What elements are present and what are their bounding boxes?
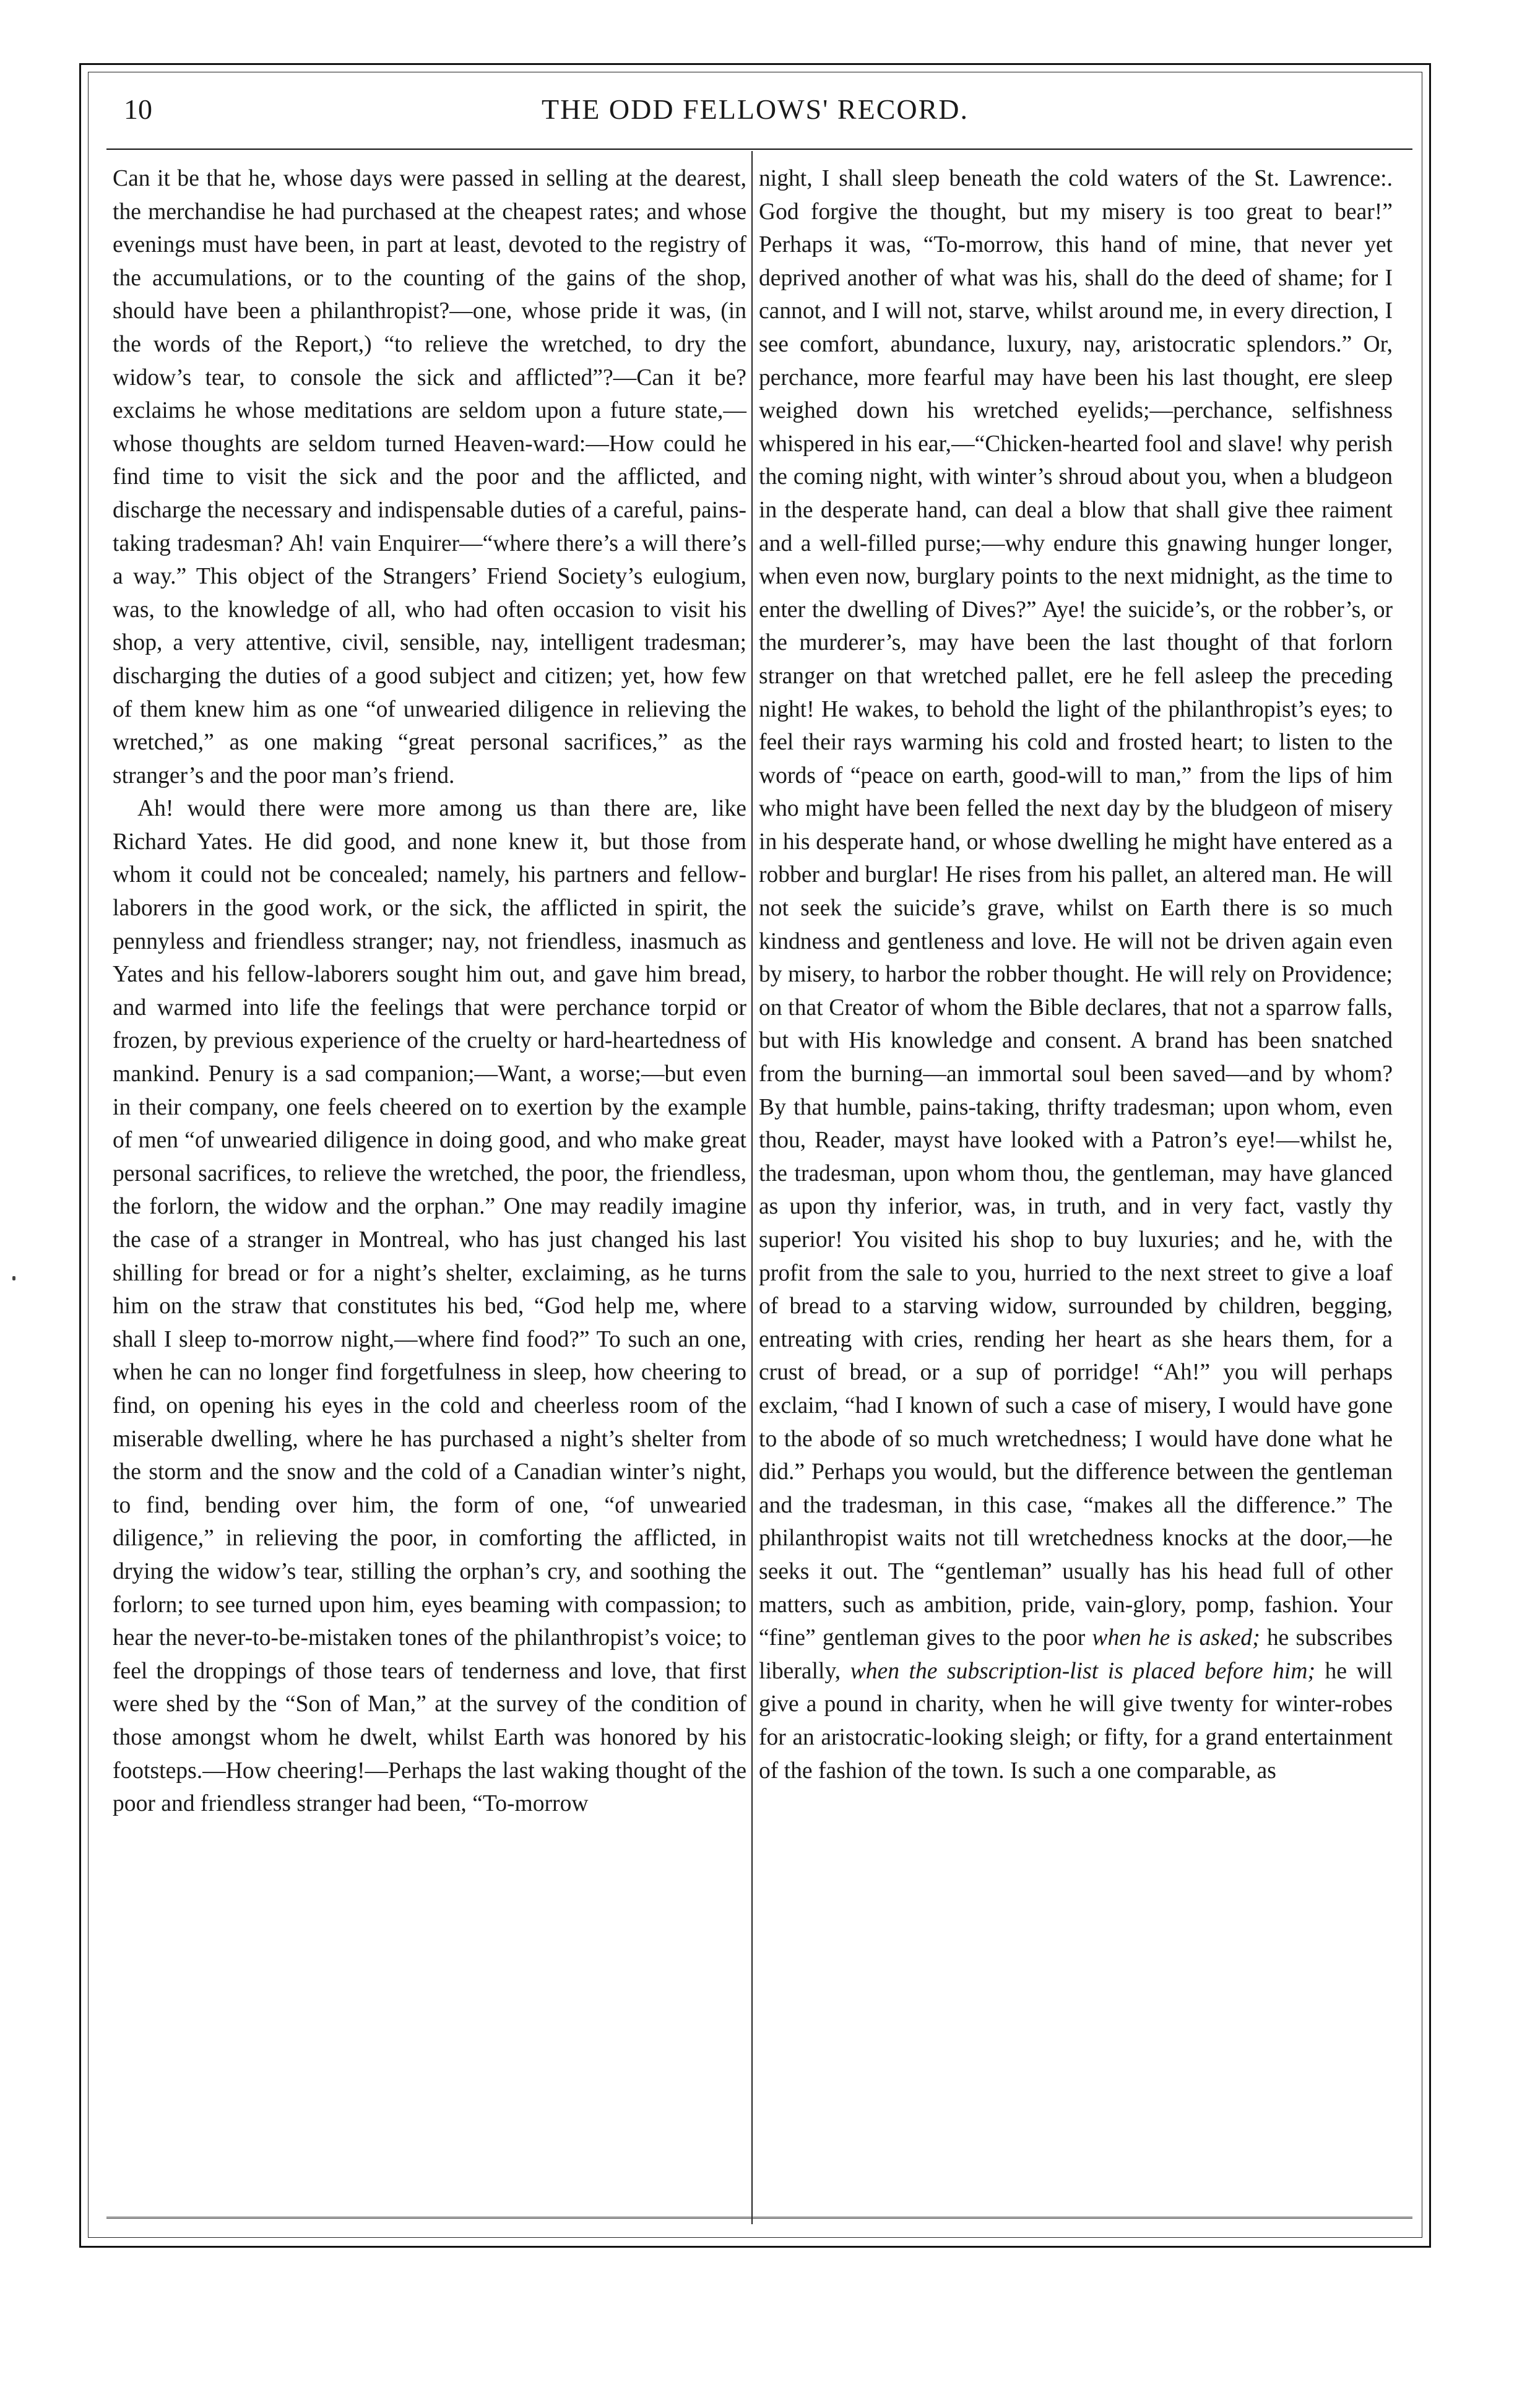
right-italic-2: when the subscription-list is placed before him; <box>850 1658 1316 1684</box>
header-rule <box>106 149 1412 150</box>
left-paragraph-2: Ah! would there were more among us than there are, like Richard Yates. He did good, and none knew it, but those from whom it could not be concealed; namely, his partners and fellow-laborers in the good work, or the sick, the afflicted in spirit, the pennyless and friendless stranger; nay, not friendless, inasmuch as Yates and his fellow-laborers sought him out, and gave him bread, and warmed into life the feelings that were perchance torpid or frozen, by previous experience of the cruelty or hard-heartedness of mankind. Penury is a sad companion;—Want, a worse;—but even in their company, one feels cheered on to exertion by the example of men “of unwearied diligence in doing good, and who make great personal sacrifices, to relieve the wretched, the poor, the friendless, the forlorn, the widow and the orphan.” One may readily imagine the case of a stranger in Montreal, who has just changed his last shilling for bread or for a night’s shelter, exclaiming, as he turns him on the straw that constitutes his bed, “God help me, where shall I sleep to-morrow night,—where find food?” To such an one, when he can no longer find forgetfulness in sleep, how cheering to find, on opening his eyes in the cold and cheerless room of the miserable dwelling, where he has purchased a night’s shelter from the storm and the snow and the cold of a Canadian winter’s night, to find, bending over him, the form of one, “of unwearied diligence,” in relieving the poor, in comforting the afflicted, in drying the widow’s tear, stilling the orphan’s cry, and soothing the forlorn; to see turned upon him, eyes beaming with compassion; to hear the never-to-be-mistaken tones of the philanthropist’s voice; to feel the droppings of those tears of tenderness and love, that first were shed by the “Son of Man,” at the survey of the condition of those amongst whom he dwelt, whilst Earth was honored by his footsteps.—How cheering!—Perhaps the last waking thought of the poor and friendless stranger had been, “To-morrow <box>113 796 746 1817</box>
right-paragraph-1 <box>759 162 1393 1787</box>
right-italic-1: when he is asked; <box>1092 1625 1260 1651</box>
column-divider <box>751 151 753 2224</box>
page-number: 10 <box>124 93 152 125</box>
right-column <box>759 162 1393 1787</box>
left-column <box>113 162 746 1821</box>
right-text-part-1: night, I shall sleep beneath the cold waters of the St. Lawrence:. God forgive the thought, but my misery is too great to bear!” Perhaps it was, “To-morrow, this hand of mine, that never yet deprived another of what was his, shall do the deed of shame; for I cannot, and I will not, starve, whilst around me, in every direction, I see comfort, abundance, luxury, nay, aristocratic splendors.” Or, perchance, more fearful may have been his last thought, ere sleep weighed down his wretched eyelids;—perchance, selfishness whispered in his ear,—“Chicken-hearted fool and slave! why perish the coming night, with winter’s shroud about you, when a bludgeon in the desperate hand, can deal a blow that shall give thee raiment and a well-filled purse;—why endure this gnawing hunger longer, when even now, burglary points to the next midnight, as the time to enter the dwelling of Dives?” Aye! the suicide’s, or the robber’s, or the murderer’s, may have been the last thought of that forlorn stranger on that wretched pallet, ere he fell asleep the preceding night! He wakes, to behold the light of the philanthropist’s eyes; to feel their rays warming his cold and frosted heart; to listen to the words of “peace on earth, good-will to man,” from the lips of him who might have been felled the next day by the bludgeon of misery in his desperate hand, or whose dwelling he might have entered as a robber and burglar! He rises from his pallet, an altered man. He will not seek the suicide’s grave, whilst on Earth there is so much kindness and gentleness and love. He will not be driven again even by misery, to harbor the robber thought. He will rely on Providence; on that Creator of whom the Bible declares, that not a sparrow falls, but with His knowledge and consent. A brand has been snatched from the burning—an immortal soul been saved—and by whom? By that humble, pains-taking, thrifty tradesman; upon whom, even thou, Reader, mayst have looked with a Patron’s eye!—whilst he, the tradesman, upon whom thou, the gentleman, may have glanced as upon thy inferior, was, in truth, and in very fact, vastly thy superior! You visited his shop to buy luxuries; and he, with the profit from the sale to you, hurried to the next street to give a loaf of bread to a starving widow, surrounded by children, begging, entreating with cries, rending her heart as she hears them, for a crust of bread, or a sup of porridge! “Ah!” you will perhaps exclaim, “had I known of such a case of misery, I would have gone to the abode of so much wretchedness; I would have done what he did.” Perhaps you would, but the difference between the gentleman and the tradesman, in this case, “makes all the difference.” The philanthropist waits not till wretchedness knocks at the door,—he seeks it out. The “gentleman” usually has his head full of other matters, such as ambition, pride, vain-glory, pomp, fashion. Your “fine” gentleman gives to the poor <box>759 166 1393 1651</box>
running-title: THE ODD FELLOWS' RECORD. <box>541 93 969 125</box>
bottom-rule <box>106 2217 1412 2219</box>
right-text-part-3: he will give a pound in charity, when he will give twenty for winter-robes for an aristocratic-looking sleigh; or fifty, for a grand entertainment of the fashion of the town. Is such a one comparable, as <box>759 1658 1393 1784</box>
left-paragraph-1: Can it be that he, whose days were passed in selling at the dearest, the merchandise he had purchased at the cheapest rates; and whose evenings must have been, in part at least, devoted to the registry of the accumulations, or to the counting of the gains of the shop, should have been a philanthropist?—one, whose pride it was, (in the words of the Report,) “to relieve the wretched, to dry the widow’s tear, to console the sick and afflicted”?—Can it be? exclaims he whose meditations are seldom upon a future state,—whose thoughts are seldom turned Heaven-ward:—How could he find time to visit the sick and the poor and the afflicted, and discharge the necessary and indispensable duties of a careful, pains-taking tradesman? Ah! vain Enquirer—“where there’s a will there’s a way.” This object of the Strangers’ Friend Society’s eulogium, was, to the knowledge of all, who had often occasion to visit his shop, a very attentive, civil, sensible, nay, intelligent tradesman; discharging the duties of a good subject and citizen; yet, how few of them knew him as one “of unwearied diligence in relieving the wretched,” as one making “great personal sacrifices,” as the stranger’s and the poor man’s friend. <box>113 166 746 788</box>
margin-ink-mark <box>12 1276 15 1280</box>
right-text-part-2: he subscribes liberally, <box>759 1625 1393 1684</box>
page-header <box>88 93 1422 149</box>
